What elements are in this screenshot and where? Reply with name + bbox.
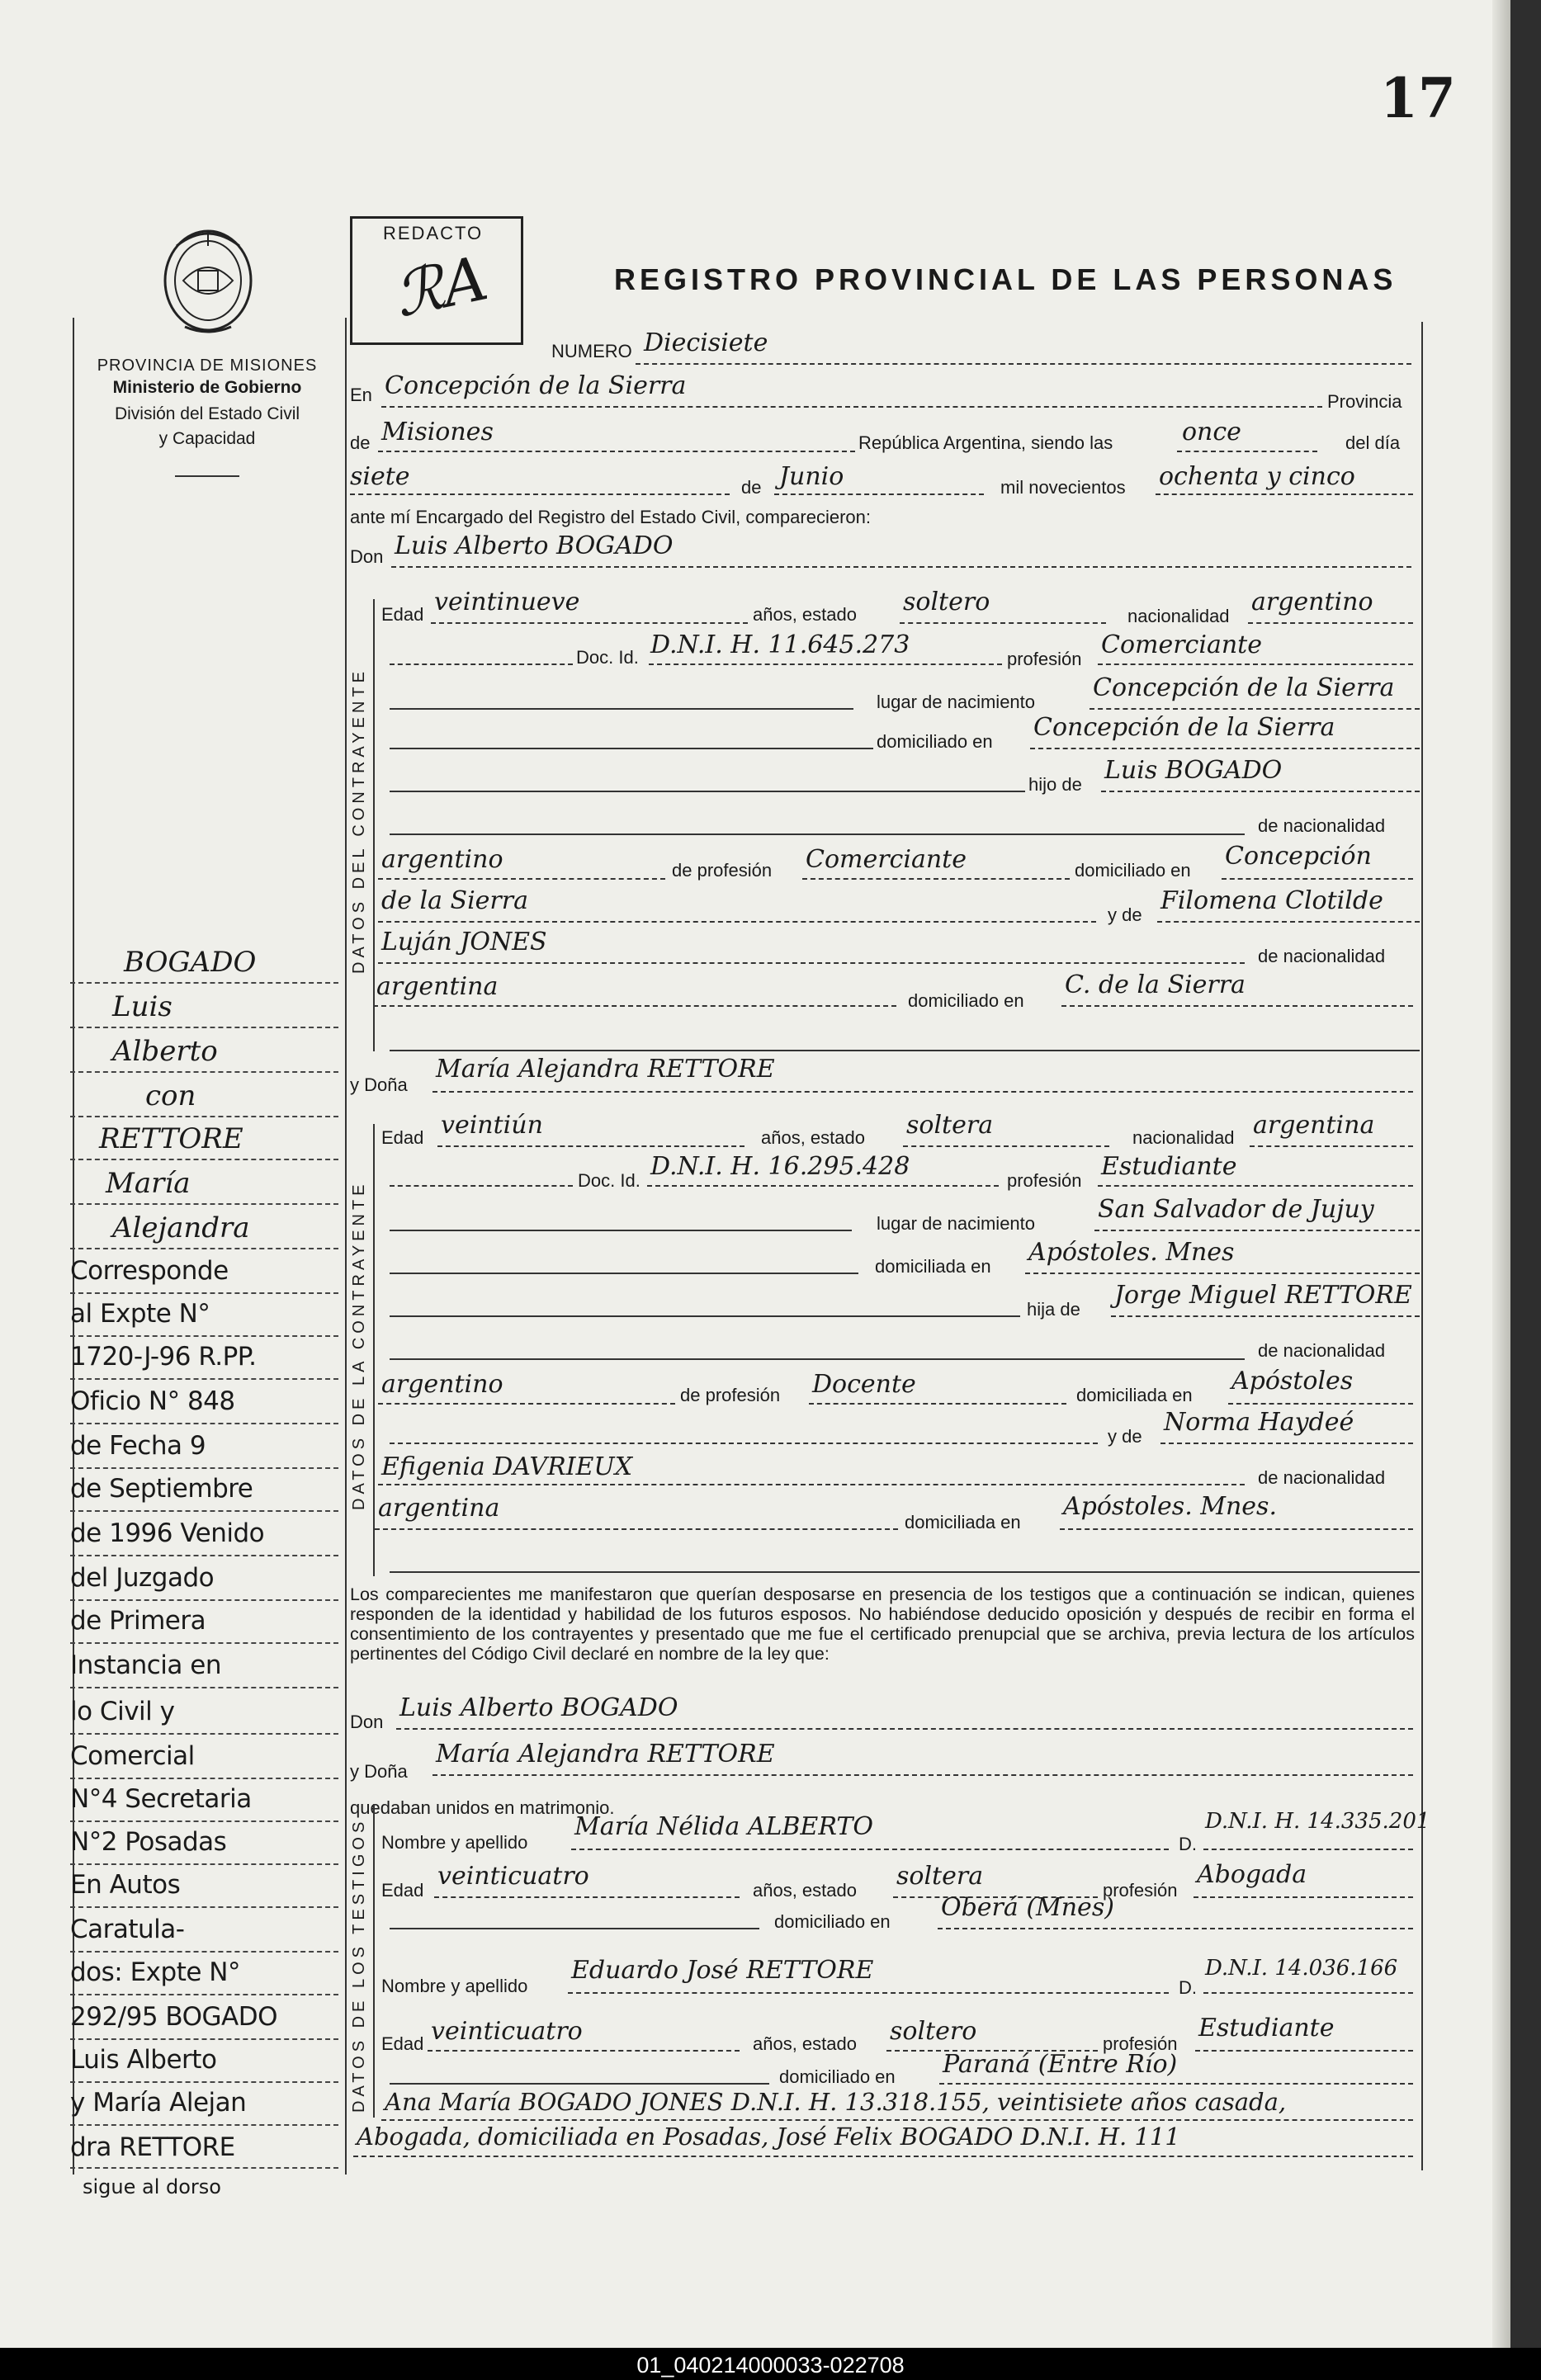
provincial-crest-icon bbox=[160, 221, 256, 337]
w1-d-label: D. bbox=[1179, 1834, 1197, 1854]
margin-name: Alberto bbox=[112, 1035, 218, 1068]
groom-father-domicile-1: Concepción bbox=[1225, 842, 1372, 871]
division-line-2: y Capacidad bbox=[158, 429, 256, 448]
bride-name: María Alejandra RETTORE bbox=[436, 1055, 775, 1084]
bride-estado-label: años, estado bbox=[761, 1127, 865, 1148]
act-hour: once bbox=[1182, 418, 1241, 446]
margin-note-line: N°4 Secretaria bbox=[70, 1784, 252, 1814]
bride-birthplace: San Salvador de Jujuy bbox=[1098, 1195, 1374, 1224]
w2-age: veinticuatro bbox=[431, 2017, 583, 2046]
w2-profession: Estudiante bbox=[1198, 2014, 1335, 2042]
bride-age: veintiún bbox=[441, 1111, 543, 1140]
bride-father-label: hija de bbox=[1027, 1299, 1080, 1320]
de-mes-label: de bbox=[741, 477, 762, 498]
act-month: Junio bbox=[779, 462, 844, 491]
margin-note-line: y María Alejan bbox=[70, 2088, 247, 2118]
w1-domicile: Oberá (Mnes) bbox=[941, 1893, 1114, 1922]
act-day: siete bbox=[350, 462, 410, 491]
groom-status: soltero bbox=[903, 588, 990, 616]
w2-edad-label: Edad bbox=[381, 2033, 424, 2054]
groom-father-nac-label: de nacionalidad bbox=[1258, 815, 1386, 836]
groom-mother-dom-label: domiciliado en bbox=[908, 990, 1024, 1011]
act-number: Diecisiete bbox=[644, 328, 768, 357]
bride-mother-2: Efigenia DAVRIEUX bbox=[381, 1452, 633, 1481]
bride-father-nac-label: de nacionalidad bbox=[1258, 1340, 1386, 1361]
numero-label: NUMERO bbox=[551, 341, 632, 361]
en-label: En bbox=[350, 385, 372, 405]
bride-edad-label: Edad bbox=[381, 1127, 424, 1148]
groom-birthplace: Concepción de la Sierra bbox=[1093, 673, 1395, 702]
w1-dom-label: domiciliado en bbox=[774, 1911, 891, 1932]
groom-name: Luis Alberto BOGADO bbox=[395, 531, 674, 560]
w1-age: veinticuatro bbox=[437, 1862, 589, 1891]
bride-father-dom-label: domiciliada en bbox=[1076, 1385, 1193, 1405]
groom-nationality: argentino bbox=[1251, 588, 1373, 616]
groom-mother-label: y de bbox=[1108, 904, 1142, 925]
decl-bride: María Alejandra RETTORE bbox=[436, 1740, 775, 1768]
margin-note-line: N°2 Posadas bbox=[70, 1827, 227, 1857]
margin-note-line: Luis Alberto bbox=[70, 2045, 217, 2075]
margin-note-line: de 1996 Venido bbox=[70, 1518, 265, 1548]
margin-name: Luis bbox=[112, 990, 173, 1023]
groom-section-rule bbox=[373, 599, 375, 1051]
bride-mother-domicile: Apóstoles. Mnes. bbox=[1063, 1492, 1277, 1521]
margin-name: Alejandra bbox=[112, 1211, 250, 1244]
groom-mother-domicile: C. de la Sierra bbox=[1065, 970, 1246, 999]
groom-father-profession: Comerciante bbox=[806, 845, 967, 874]
bride-section-label: DATOS DE LA CONTRAYENTE bbox=[350, 1180, 368, 1510]
groom-document: D.N.I. H. 11.645.273 bbox=[650, 630, 910, 659]
bride-mother-1: Norma Haydeé bbox=[1164, 1408, 1354, 1437]
groom-estado-label: años, estado bbox=[753, 604, 857, 625]
bride-father-profession: Docente bbox=[812, 1370, 916, 1399]
w1-name: María Nélida ALBERTO bbox=[574, 1812, 873, 1841]
de-label: de bbox=[350, 432, 371, 453]
act-province: Misiones bbox=[381, 418, 494, 446]
ministry-heading: Ministerio de Gobierno bbox=[112, 378, 302, 397]
w2-d-label: D. bbox=[1179, 1977, 1197, 1998]
w1-profession: Abogada bbox=[1197, 1860, 1307, 1889]
margin-note-line: 1720-J-96 R.PP. bbox=[70, 1342, 257, 1372]
bride-document: D.N.I. H. 16.295.428 bbox=[650, 1152, 910, 1181]
margin-note-line: Corresponde bbox=[70, 1256, 229, 1286]
groom-father-nationality: argentino bbox=[381, 845, 503, 874]
bride-mother-nac-label: de nacionalidad bbox=[1258, 1467, 1386, 1488]
bride-mother-nationality: argentina bbox=[378, 1494, 500, 1523]
groom-prof-label: profesión bbox=[1007, 649, 1082, 669]
bride-nationality: argentina bbox=[1253, 1111, 1375, 1140]
bride-nac-label: nacionalidad bbox=[1132, 1127, 1235, 1148]
bride-dom-label: domiciliada en bbox=[875, 1256, 991, 1277]
groom-mother-nationality: argentina bbox=[376, 972, 499, 1001]
witness-section-rule bbox=[373, 1804, 375, 2118]
margin-name: BOGADO bbox=[124, 946, 257, 979]
margin-note-line: de Primera bbox=[70, 1606, 206, 1636]
groom-edad-label: Edad bbox=[381, 604, 424, 625]
extra-line-2: Abogada, domiciliada en Posadas, José Felix BOGADO D.N.I. H. 111 bbox=[357, 2123, 1180, 2151]
groom-age: veintinueve bbox=[434, 588, 580, 616]
image-filename: 01_040214000033-022708 bbox=[636, 2353, 905, 2378]
margin-note-line: Comercial bbox=[70, 1741, 195, 1771]
margin-note-line: Instancia en bbox=[70, 1650, 221, 1680]
bride-father: Jorge Miguel RETTORE bbox=[1114, 1281, 1412, 1310]
provincia-label: Provincia bbox=[1327, 391, 1402, 412]
folio-number: 17 bbox=[1380, 66, 1456, 130]
groom-dom-label: domiciliado en bbox=[877, 731, 993, 752]
act-place: Concepción de la Sierra bbox=[385, 371, 687, 400]
extra-line-1: Ana María BOGADO JONES D.N.I. H. 13.318.155, veintisiete años casada, bbox=[385, 2088, 1287, 2116]
province-heading: PROVINCIA DE MISIONES bbox=[97, 357, 318, 375]
margin-note-line: dos: Expte N° bbox=[70, 1957, 240, 1987]
header-rule bbox=[175, 475, 239, 477]
margin-note-line: 292/95 BOGADO bbox=[70, 2002, 278, 2032]
w2-status: soltero bbox=[890, 2017, 977, 2046]
w1-edad-label: Edad bbox=[381, 1880, 424, 1901]
margin-note-line: Oficio N° 848 bbox=[70, 1386, 235, 1416]
w2-dom-label: domiciliado en bbox=[779, 2066, 896, 2087]
bride-doc-label: Doc. Id. bbox=[578, 1170, 641, 1191]
act-year: ochenta y cinco bbox=[1159, 462, 1355, 491]
groom-father: Luis BOGADO bbox=[1104, 756, 1283, 785]
margin-note-line: lo Civil y bbox=[70, 1697, 175, 1726]
bride-birth-label: lugar de nacimiento bbox=[877, 1213, 1036, 1234]
groom-profession: Comerciante bbox=[1101, 630, 1262, 659]
w2-name: Eduardo José RETTORE bbox=[571, 1956, 874, 1985]
w1-status: soltera bbox=[896, 1862, 984, 1891]
decl-groom: Luis Alberto BOGADO bbox=[399, 1693, 678, 1722]
bride-domicile: Apóstoles. Mnes bbox=[1028, 1238, 1235, 1267]
groom-father-prof-label: de profesión bbox=[672, 860, 773, 881]
margin-note-line: de Septiembre bbox=[70, 1474, 253, 1504]
bride-profession: Estudiante bbox=[1101, 1152, 1237, 1181]
division-line-1: División del Estado Civil bbox=[114, 404, 300, 423]
quedaban-text: quedaban unidos en matrimonio. bbox=[350, 1797, 615, 1818]
mil-label: mil novecientos bbox=[1000, 477, 1126, 498]
w2-prof-label: profesión bbox=[1103, 2033, 1178, 2054]
bride-prof-label: profesión bbox=[1007, 1170, 1082, 1191]
bride-father-prof-label: de profesión bbox=[680, 1385, 781, 1405]
groom-mother-1: Filomena Clotilde bbox=[1160, 886, 1383, 915]
margin-name: María bbox=[106, 1167, 191, 1200]
don-label: Don bbox=[350, 546, 384, 567]
decl-don-label: Don bbox=[350, 1712, 384, 1732]
margin-note-line: En Autos bbox=[70, 1870, 181, 1900]
redacto-label: REDACTO bbox=[383, 223, 484, 243]
w2-domicile: Paraná (Entre Río) bbox=[943, 2050, 1178, 2079]
w2-estado-label: años, estado bbox=[753, 2033, 857, 2054]
decl-dona-label: y Doña bbox=[350, 1761, 408, 1782]
bride-father-nationality: argentino bbox=[381, 1370, 503, 1399]
w2-name-label: Nombre y apellido bbox=[381, 1976, 528, 1996]
groom-nac-label: nacionalidad bbox=[1127, 606, 1230, 626]
w1-prof-label: profesión bbox=[1103, 1880, 1178, 1901]
groom-domicile: Concepción de la Sierra bbox=[1033, 713, 1335, 742]
margin-note-line: de Fecha 9 bbox=[70, 1431, 206, 1461]
w2-document: D.N.I. 14.036.166 bbox=[1205, 1956, 1398, 1981]
bride-mother-label: y de bbox=[1108, 1426, 1142, 1447]
margin-name: RETTORE bbox=[99, 1122, 243, 1155]
form-right-rule bbox=[1421, 322, 1423, 2170]
margin-note-line: Caratula- bbox=[70, 1915, 185, 1944]
declaration-paragraph: Los comparecientes me manifestaron que querían desposarse en presencia de los testigos que a continuación se indican, quienes responden de la identidad y habilidad de los futuros esposos. No habiéndose deducido oposición y después de recibir en forma el consentimiento de los contrayentes y presentado que me fue el certificado prenupcial que se archiva, previa lectura de los artículos pertinentes del Código Civil declaré en nombre de la ley que: bbox=[350, 1584, 1415, 1664]
margin-note-line: dra RETTORE bbox=[70, 2132, 235, 2162]
w1-estado-label: años, estado bbox=[753, 1880, 857, 1901]
margin-name: con bbox=[145, 1079, 196, 1112]
bride-father-domicile: Apóstoles bbox=[1231, 1367, 1354, 1395]
groom-doc-label: Doc. Id. bbox=[576, 647, 639, 668]
page-edge bbox=[1492, 0, 1510, 2348]
groom-father-dom-label: domiciliado en bbox=[1075, 860, 1191, 881]
document-title: REGISTRO PROVINCIAL DE LAS PERSONAS bbox=[614, 262, 1397, 296]
redacto-signature: ℛA bbox=[388, 243, 494, 332]
groom-mother-2: Luján JONES bbox=[381, 928, 547, 956]
republica-label: República Argentina, siendo las bbox=[858, 432, 1113, 453]
margin-note-line: al Expte N° bbox=[70, 1299, 210, 1329]
groom-mother-nac-label: de nacionalidad bbox=[1258, 946, 1386, 966]
witness-section-label: DATOS DE LOS TESTIGOS bbox=[350, 1817, 368, 2113]
ante-text: ante mí Encargado del Registro del Estado Civil, comparecieron: bbox=[350, 507, 871, 527]
del-dia-label: del día bbox=[1345, 432, 1401, 453]
groom-section-label: DATOS DEL CONTRAYENTE bbox=[350, 668, 368, 974]
margin-note-line: del Juzgado bbox=[70, 1563, 215, 1593]
w1-name-label: Nombre y apellido bbox=[381, 1832, 528, 1853]
bride-status: soltera bbox=[906, 1111, 994, 1140]
bride-mother-dom-label: domiciliada en bbox=[905, 1512, 1021, 1532]
groom-father-domicile-2: de la Sierra bbox=[381, 886, 528, 915]
continued-overleaf-note: sigue al dorso bbox=[83, 2175, 221, 2198]
dona-label: y Doña bbox=[350, 1074, 408, 1095]
groom-father-label: hijo de bbox=[1028, 774, 1082, 795]
form-left-rule bbox=[345, 318, 347, 2175]
w1-document: D.N.I. H. 14.335.201 bbox=[1205, 1809, 1430, 1834]
groom-birth-label: lugar de nacimiento bbox=[877, 692, 1036, 712]
